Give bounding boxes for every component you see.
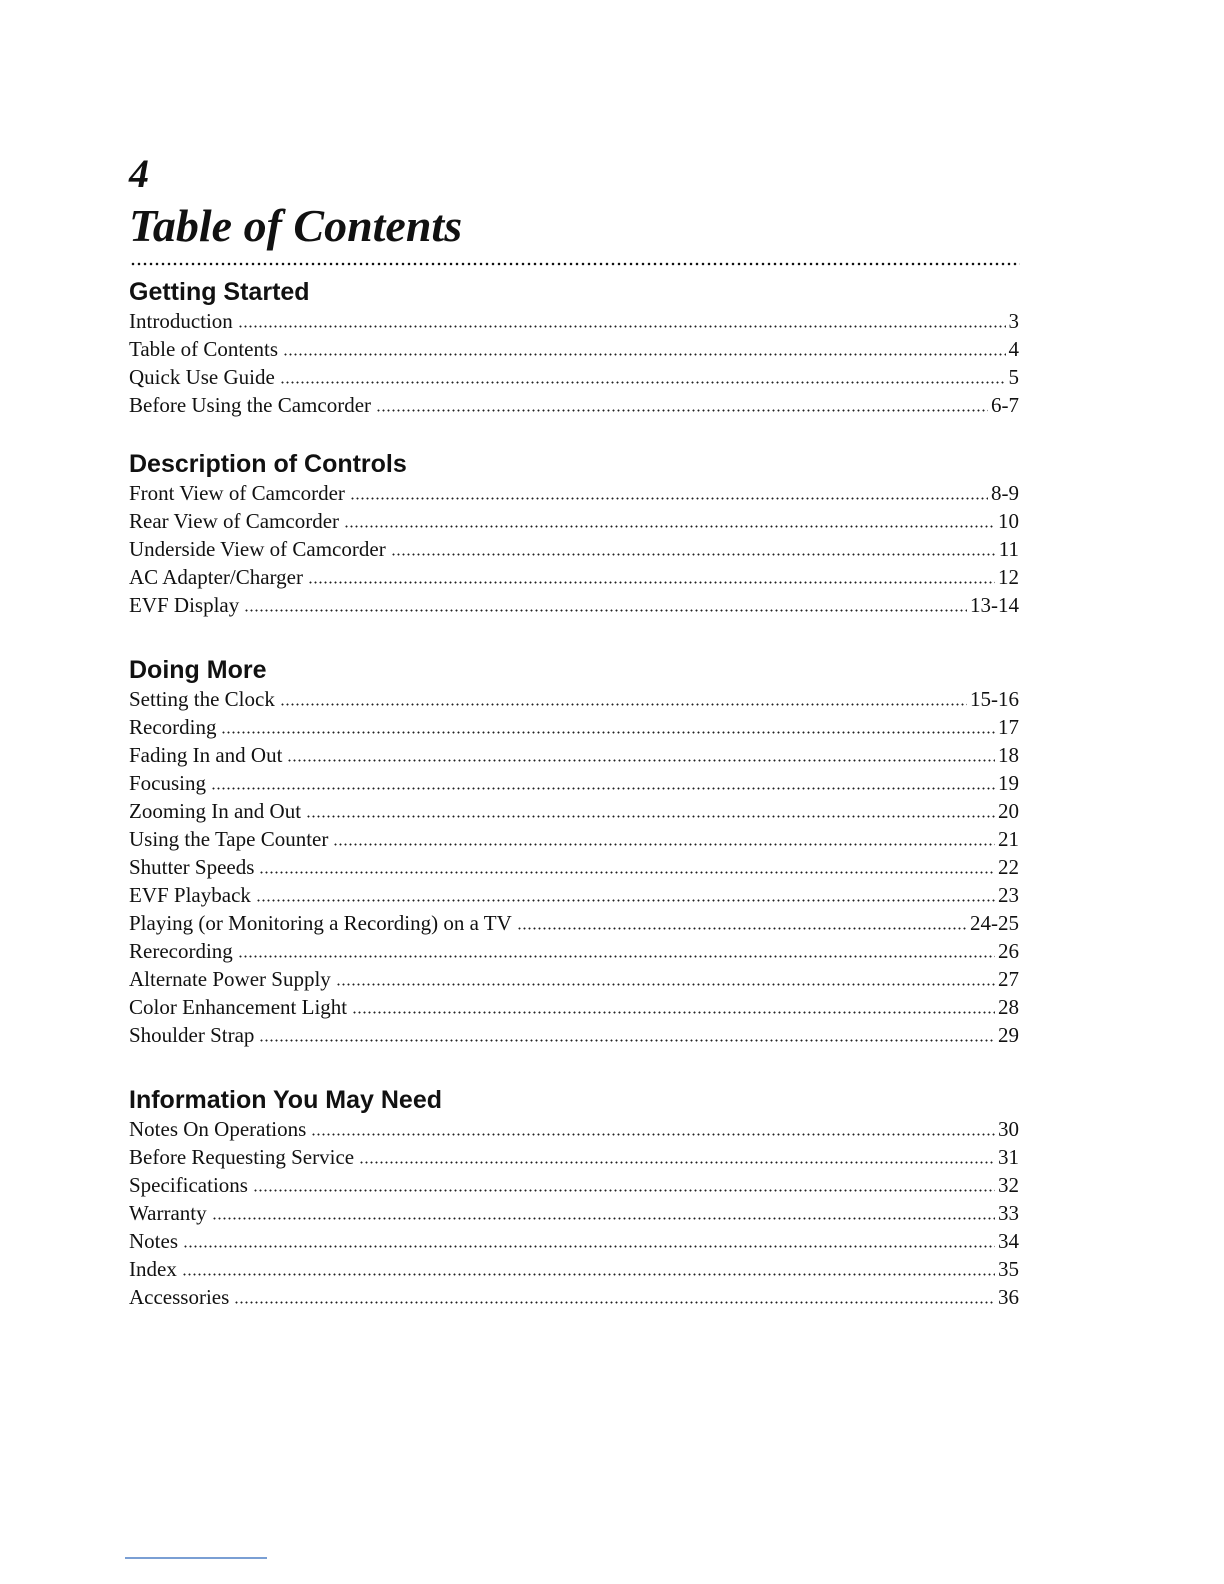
section-heading: Doing More <box>129 656 267 684</box>
toc-entry-label: Notes On Operations <box>129 1117 307 1141</box>
toc-entry-page: 8-9 <box>991 481 1019 505</box>
toc-entry[interactable] <box>129 1255 1019 1283</box>
toc-entry-label: Table of Contents <box>129 337 278 361</box>
dot-leader <box>517 927 967 930</box>
toc-entry[interactable] <box>129 307 1019 335</box>
dot-leader <box>336 983 995 986</box>
toc-entry-label: Recording <box>129 715 217 739</box>
dot-leader <box>238 955 995 958</box>
toc-entry[interactable] <box>129 741 1019 769</box>
toc-entry-page: 23 <box>998 883 1019 907</box>
toc-entry[interactable] <box>129 335 1019 363</box>
toc-entry-label: Underside View of Camcorder <box>129 537 386 561</box>
toc-entry-page: 32 <box>998 1173 1019 1197</box>
toc-entry[interactable] <box>129 965 1019 993</box>
dot-leader <box>333 843 995 846</box>
toc-entry-label: Playing (or Monitoring a Recording) on a TV <box>129 911 512 935</box>
section-heading: Information You May Need <box>129 1086 443 1114</box>
toc-entry-page: 26 <box>998 939 1019 963</box>
toc-entry-page: 22 <box>998 855 1019 879</box>
toc-entry-page: 33 <box>998 1201 1019 1225</box>
toc-entry-label: Color Enhancement Light <box>129 995 348 1019</box>
toc-entry-label: Shoulder Strap <box>129 1023 255 1047</box>
toc-entry-page: 21 <box>998 827 1019 851</box>
toc-entry-label: Setting the Clock <box>129 687 275 711</box>
toc-entry-page: 3 <box>1008 309 1019 333</box>
dot-leader <box>287 759 995 762</box>
toc-entry-page: 28 <box>998 995 1019 1019</box>
toc-entry-page: 19 <box>998 771 1019 795</box>
toc-entry[interactable] <box>129 1171 1019 1199</box>
toc-entry-page: 20 <box>998 799 1019 823</box>
page-title: Table of Contents <box>129 200 463 251</box>
dot-leader <box>280 703 967 706</box>
toc-entry-label: EVF Playback <box>129 883 251 907</box>
toc-entry-label: EVF Display <box>129 593 240 617</box>
toc-entry-label: Accessories <box>129 1285 230 1309</box>
toc-entry-page: 15-16 <box>970 687 1019 711</box>
toc-entry[interactable] <box>129 797 1019 825</box>
toc-entry[interactable] <box>129 853 1019 881</box>
toc-entry-label: Focusing <box>129 771 207 795</box>
toc-entry-page: 29 <box>998 1023 1019 1047</box>
toc-entry[interactable] <box>129 881 1019 909</box>
toc-entry-label: Alternate Power Supply <box>129 967 331 991</box>
toc-entry-label: Zooming In and Out <box>129 799 302 823</box>
toc-entry-page: 10 <box>998 509 1019 533</box>
section-heading: Description of Controls <box>129 450 407 478</box>
toc-entry[interactable] <box>129 769 1019 797</box>
footer-rule <box>125 1557 267 1559</box>
toc-entry-page: 11 <box>998 537 1019 561</box>
toc-entry-page: 36 <box>998 1285 1019 1309</box>
toc-entry-page: 31 <box>998 1145 1019 1169</box>
toc-entry-label: Specifications <box>129 1173 248 1197</box>
toc-entry-page: 12 <box>998 565 1019 589</box>
toc-entry[interactable] <box>129 391 1019 419</box>
toc-entry[interactable] <box>129 825 1019 853</box>
section-description-of-controls <box>129 449 1019 619</box>
dot-leader <box>344 525 995 528</box>
dot-leader <box>211 787 995 790</box>
section-doing-more <box>129 655 1019 1049</box>
dot-leader <box>306 815 995 818</box>
toc-entry-label: Quick Use Guide <box>129 365 275 389</box>
toc-entry[interactable] <box>129 1283 1019 1311</box>
dot-leader <box>311 1133 995 1136</box>
dot-leader <box>352 1011 995 1014</box>
dot-leader <box>183 1245 995 1248</box>
toc-entry-label: Notes <box>129 1229 178 1253</box>
section-getting-started <box>129 277 1019 419</box>
toc-entry[interactable] <box>129 909 1019 937</box>
toc-entry-page: 34 <box>998 1229 1019 1253</box>
dot-leader <box>244 609 967 612</box>
dot-leader <box>259 871 995 874</box>
toc-entry-label: Index <box>129 1257 177 1281</box>
toc-entry-label: Front View of Camcorder <box>129 481 345 505</box>
toc-entry-label: AC Adapter/Charger <box>129 565 303 589</box>
toc-entry[interactable] <box>129 937 1019 965</box>
toc-entry-page: 4 <box>1008 337 1019 361</box>
toc-entry-page: 13-14 <box>970 593 1019 617</box>
toc-entry-label: Before Using the Camcorder <box>129 393 372 417</box>
toc-list <box>129 685 1019 1049</box>
toc-entry[interactable] <box>129 363 1019 391</box>
dot-leader <box>280 381 1006 384</box>
toc-entry-page: 18 <box>998 743 1019 767</box>
toc-entry-label: Before Requesting Service <box>129 1145 355 1169</box>
toc-list <box>129 307 1019 419</box>
toc-entry-page: 30 <box>998 1117 1019 1141</box>
toc-entry-page: 5 <box>1008 365 1019 389</box>
toc-entry-label: Warranty <box>129 1201 207 1225</box>
dot-leader <box>376 409 988 412</box>
page-number: 4 <box>129 151 149 196</box>
dot-leader <box>221 731 995 734</box>
toc-entry-page: 27 <box>998 967 1019 991</box>
toc-entry-page: 24-25 <box>970 911 1019 935</box>
toc-entry[interactable] <box>129 1199 1019 1227</box>
dot-leader <box>308 581 995 584</box>
toc-list <box>129 1115 1019 1311</box>
toc-entry[interactable] <box>129 507 1019 535</box>
toc-entry[interactable] <box>129 993 1019 1021</box>
toc-entry-page: 17 <box>998 715 1019 739</box>
toc-entry-page: 6-7 <box>991 393 1019 417</box>
toc-entry[interactable] <box>129 479 1019 507</box>
toc-entry-label: Introduction <box>129 309 233 333</box>
dot-leader <box>283 353 1006 356</box>
dot-leader <box>182 1273 995 1276</box>
section-information-you-may-need <box>129 1085 1019 1311</box>
dot-leader <box>359 1161 995 1164</box>
toc-entry-label: Rerecording <box>129 939 233 963</box>
dot-leader <box>253 1189 995 1192</box>
toc-entry-label: Using the Tape Counter <box>129 827 329 851</box>
toc-entry-label: Rear View of Camcorder <box>129 509 340 533</box>
toc-entry[interactable] <box>129 535 1019 563</box>
toc-entry[interactable] <box>129 1143 1019 1171</box>
dot-leader <box>350 497 988 500</box>
section-heading: Getting Started <box>129 278 310 306</box>
toc-entry[interactable] <box>129 1021 1019 1049</box>
dot-leader <box>259 1039 995 1042</box>
toc-entry-label: Fading In and Out <box>129 743 283 767</box>
toc-entry[interactable] <box>129 563 1019 591</box>
toc-entry[interactable] <box>129 685 1019 713</box>
dot-leader <box>256 899 995 902</box>
dot-leader <box>212 1217 995 1220</box>
toc-entry-page: 35 <box>998 1257 1019 1281</box>
toc-entry[interactable] <box>129 1115 1019 1143</box>
toc-entry[interactable] <box>129 591 1019 619</box>
toc-entry-label: Shutter Speeds <box>129 855 255 879</box>
toc-entry[interactable] <box>129 1227 1019 1255</box>
title-dotted-rule <box>130 262 1020 266</box>
toc-entry[interactable] <box>129 713 1019 741</box>
dot-leader <box>391 553 996 556</box>
dot-leader <box>238 325 1006 328</box>
dot-leader <box>234 1301 995 1304</box>
toc-list <box>129 479 1019 619</box>
